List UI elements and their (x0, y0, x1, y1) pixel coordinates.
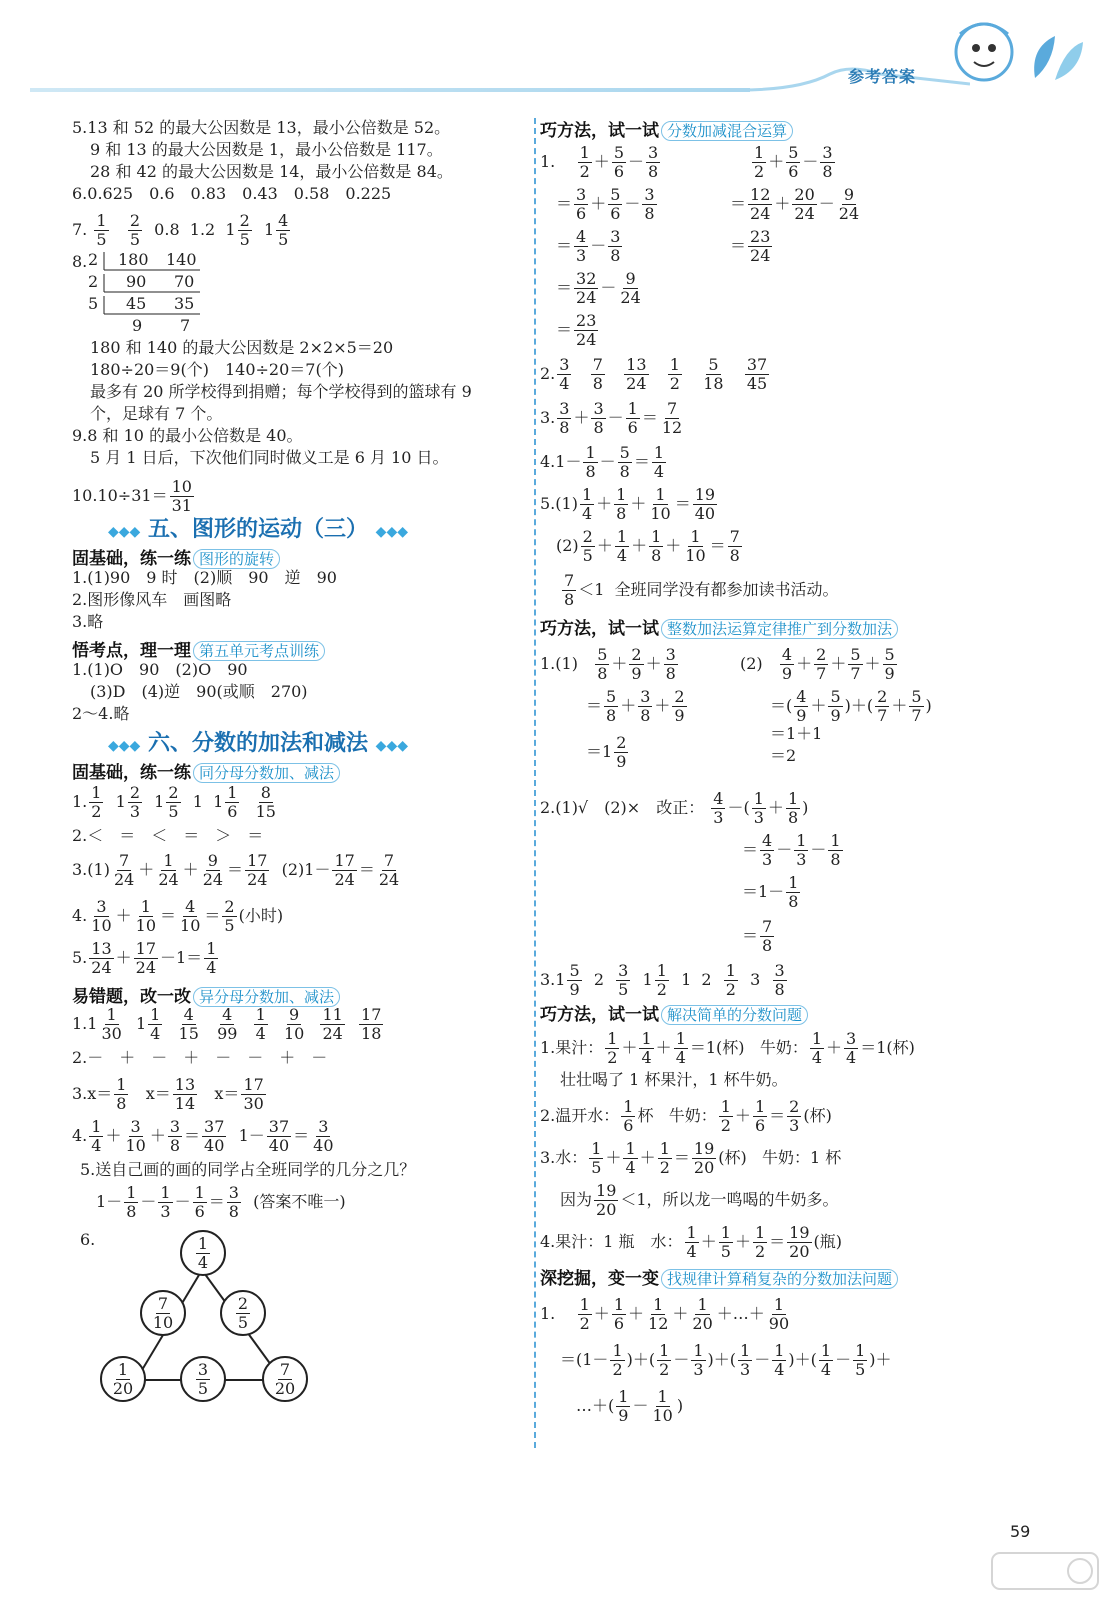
r-s1-q1-row1: 1. $\frac{1}{2}$ ＋ $\frac{5}{6}$ － $\frac{3}{8}$ (540, 143, 659, 181)
u6-q4: 4. $\frac{3}{10}$ ＋ $\frac{1}{10}$ ＝ $\frac{4}{10}$ ＝ $\frac{2}{5}$ (小时) (72, 897, 284, 935)
q8-text4: 个，足球有 7 个。 (90, 404, 223, 423)
r-s1-q1-row3: ＝ $\frac{4}{3}$ － $\frac{3}{8}$ (556, 227, 621, 265)
u6-e1: 1.1 $\frac{1}{30}$ 1 $\frac{1}{4}$ $\frac{4}{15}$ $\frac{4}{99}$ $\frac{1}{4}$ $\frac{9}{10}$ $\frac{11}{24}$ $\frac{17}{18}$ (72, 1005, 382, 1043)
q8-r2-a: 90 (126, 272, 147, 291)
r-s2-q1-2-row1: (2) $\frac{4}{9}$ ＋ $\frac{2}{7}$ ＋ $\frac{5}{7}$ ＋ $\frac{5}{9}$ (740, 645, 895, 683)
unit5-title: ◆◆◆ 五、图形的运动（三） ◆◆◆ (108, 517, 408, 542)
r-s2-q1-2-row4: ＝2 (770, 746, 797, 765)
q8-r2-div: 2 (88, 272, 99, 291)
r-s3-q3: 3.水： $\frac{1}{5}$ ＋ $\frac{1}{4}$ ＋ $\frac{1}{2}$ ＝ $\frac{19}{20}$ (杯) 牛奶：1 杯 (540, 1139, 842, 1177)
u6-q1: 1. $\frac{1}{2}$ 1 $\frac{2}{3}$ 1 $\frac{2}{5}$ 1 1 $\frac{1}{6}$ $\frac{8}{15}$ (72, 783, 276, 821)
r-s3-q3-note: 因为 $\frac{19}{20}$ ＜1，所以龙一鸣喝的牛奶多。 (560, 1181, 839, 1219)
r-s1-q1b-row1: $\frac{1}{2}$ ＋ $\frac{5}{6}$ － $\frac{3}{8}$ (754, 143, 833, 181)
u6-e4: 4. $\frac{1}{4}$ ＋ $\frac{3}{10}$ ＋ $\frac{3}{8}$ ＝ $\frac{37}{40}$ 1－ $\frac{37}{40}$ ＝ $\frac{3}{40}$ (72, 1117, 334, 1155)
circle-bottom-mid: $\frac{3}{5}$ (180, 1356, 226, 1402)
u6-q3: 3.(1) $\frac{7}{24}$ ＋ $\frac{1}{24}$ ＋ $\frac{9}{24}$ ＝ $\frac{17}{24}$ (2)1－ $\frac{17}{24}$ ＝ $\frac{7}{24}$ (72, 851, 400, 889)
u6-q2: 2.＜ ＝ ＜ ＝ ＞ ＝ (72, 826, 264, 845)
r-section3-title: 巧方法，试一试 解决简单的分数问题 (540, 1000, 808, 1025)
r-s1-q5-1: 5.(1) $\frac{1}{4}$ ＋ $\frac{1}{8}$ ＋ $\frac{1}{10}$ ＝ $\frac{19}{40}$ (540, 485, 716, 523)
r-s2-q2-row4: ＝ $\frac{7}{8}$ (742, 917, 773, 955)
q5-line1: 5.13 和 52 的最大公因数是 13，最小公倍数是 52。 (72, 118, 451, 137)
q8-prefix: 8. (72, 252, 88, 271)
q8-r3-div: 5 (88, 294, 99, 313)
u5-s1-line3: 3.略 (72, 612, 104, 631)
q9-line2: 5 月 1 日后，下次他们同时做义工是 6 月 10 日。 (90, 448, 449, 467)
u6-section1-title: 固基础，练一练 同分母分数加、减法 (72, 758, 340, 783)
q8-r4-a: 9 (132, 316, 143, 335)
r-s2-q1-1-row3: ＝1 $\frac{2}{9}$ (586, 733, 627, 771)
q6-line: 6.0.625 0.6 0.83 0.43 0.58 0.225 (72, 184, 392, 203)
r-s2-q2-row2: ＝ $\frac{4}{3}$ － $\frac{1}{3}$ － $\frac{1}{8}$ (742, 831, 841, 869)
u5-s1-line2: 2.图形像风车 画图略 (72, 590, 232, 609)
q5-line3: 28 和 42 的最大公因数是 14，最小公倍数是 84。 (90, 162, 453, 181)
u5-section1-title: 固基础，练一练 图形的旋转 (72, 544, 280, 569)
r-s2-q1-1-row2: ＝ $\frac{5}{8}$ ＋ $\frac{3}{8}$ ＋ $\frac{2}{9}$ (586, 687, 685, 725)
q8-r4-b: 7 (180, 316, 191, 335)
r-s3-q1-conclusion: 壮壮喝了 1 杯果汁，1 杯牛奶。 (560, 1070, 788, 1089)
mascot-icon (948, 14, 1020, 86)
q8-r1-a: 180 (118, 250, 149, 269)
circle-left-mid: $\frac{7}{10}$ (140, 1290, 186, 1336)
r-s1-q1-row5: ＝ $\frac{23}{24}$ (556, 311, 597, 349)
q8-text1: 180 和 140 的最大公因数是 2×2×5＝20 (90, 338, 394, 357)
r-s2-q3: 3.1 $\frac{5}{9}$ 2 $\frac{3}{5}$ 1 $\frac{1}{2}$ 1 2 $\frac{1}{2}$ 3 $\frac{3}{8}$ (540, 961, 785, 999)
q8-text2: 180÷20＝9(个) 140÷20＝7(个) (90, 360, 344, 379)
r-s2-q1-1-row1: 1.(1) $\frac{5}{8}$ ＋ $\frac{2}{9}$ ＋ $\frac{3}{8}$ (540, 645, 676, 683)
r-s4-q1-row1: 1. $\frac{1}{2}$ ＋ $\frac{1}{6}$ ＋ $\frac{1}{12}$ ＋ $\frac{1}{20}$ ＋…＋ $\frac{1}{90}$ (540, 1295, 790, 1333)
u6-e5-calc: 1－ $\frac{1}{8}$ － $\frac{1}{3}$ － $\frac{1}{6}$ ＝ $\frac{3}{8}$ (答案不唯一) (96, 1183, 346, 1221)
u5-s2-line3: 2～4.略 (72, 704, 130, 723)
u5-s1-line1: 1.(1)90 9 时 (2)顺 90 逆 90 (72, 568, 337, 587)
r-s4-q1-row3: …＋( $\frac{1}{9}$ － $\frac{1}{10}$ ) (576, 1387, 684, 1425)
r-s1-q1b-row2: ＝ $\frac{12}{24}$ ＋ $\frac{20}{24}$ － $\frac{9}{24}$ (730, 185, 860, 223)
r-section1-title: 巧方法，试一试 分数加减混合运算 (540, 116, 793, 141)
r-s2-q1-2-row3: ＝1＋1 (770, 724, 823, 743)
r-s4-q1-row2: ＝(1－ $\frac{1}{2}$ )＋( $\frac{1}{2}$ － $\frac{1}{3}$ )＋( $\frac{1}{3}$ － $\frac{1}{4}$ )＋( $\frac{1}{4}$ － $\frac{1}{5}$ )＋ (560, 1341, 892, 1379)
circle-right-mid: $\frac{2}{5}$ (220, 1290, 266, 1336)
column-divider (534, 118, 536, 1448)
r-s1-note: $\frac{7}{8}$ ＜1 全班同学没有都参加读书活动。 (564, 571, 839, 609)
u6-q5: 5. $\frac{13}{24}$ ＋ $\frac{17}{24}$ －1＝ $\frac{1}{4}$ (72, 939, 217, 977)
u5-section2-title: 悟考点，理一理 第五单元考点训练 (72, 636, 325, 661)
r-s1-q4: 4.1－ $\frac{1}{8}$ － $\frac{5}{8}$ ＝ $\frac{1}{4}$ (540, 443, 665, 481)
u5-s2-line2: (3)D (4)逆 90(或顺 270) (90, 682, 308, 701)
q9-line1: 9.8 和 10 的最小公倍数是 40。 (72, 426, 303, 445)
r-s3-q1: 1.果汁： $\frac{1}{2}$ ＋ $\frac{1}{4}$ ＋ $\frac{1}{4}$ ＝1(杯) 牛奶： $\frac{1}{4}$ ＋ $\frac{3}{4}$ ＝1(杯) (540, 1029, 915, 1067)
leaf-icon (1025, 28, 1085, 88)
r-s1-q1-row2: ＝ $\frac{3}{6}$ ＋ $\frac{5}{6}$ － $\frac{3}{8}$ (556, 185, 655, 223)
u6-e3: 3.x＝ $\frac{1}{8}$ x＝ $\frac{13}{14}$ x＝ $\frac{17}{30}$ (72, 1075, 264, 1113)
u6-section2-title: 易错题，改一改 异分母分数加、减法 (72, 982, 340, 1007)
circle-bottom-left: $\frac{1}{20}$ (100, 1356, 146, 1402)
q8-r1-div: 2 (88, 250, 99, 269)
r-s1-q1b-row3: ＝ $\frac{23}{24}$ (730, 227, 771, 265)
circle-top: $\frac{1}{4}$ (180, 1230, 226, 1276)
q8-r2-b: 70 (174, 272, 195, 291)
header-label: 参考答案 (848, 67, 917, 86)
r-s2-q2-row3: ＝1－ $\frac{1}{8}$ (742, 873, 799, 911)
r-s1-q2: 2. $\frac{3}{4}$ $\frac{7}{8}$ $\frac{13}{24}$ $\frac{1}{2}$ $\frac{5}{18}$ $\frac{37}{45}$ (540, 355, 768, 393)
q8-text3: 最多有 20 所学校得到捐赠；每个学校得到的篮球有 9 (90, 382, 472, 401)
q8-r3-b: 35 (174, 294, 195, 313)
q7-line: 7. $\frac{1}{5}$ $\frac{2}{5}$ 0.8 1.2 1 $\frac{2}{5}$ 1 $\frac{4}{5}$ (72, 211, 289, 249)
header-rule (30, 88, 750, 92)
r-s3-q2: 2.温开水： $\frac{1}{6}$ 杯 牛奶： $\frac{1}{2}$ ＋ $\frac{1}{6}$ ＝ $\frac{2}{3}$ (杯) (540, 1097, 832, 1135)
q5-line2: 9 和 13 的最大公因数是 1，最小公倍数是 117。 (90, 140, 443, 159)
watermark-logo (990, 1545, 1100, 1595)
unit6-title: ◆◆◆ 六、分数的加法和减法 ◆◆◆ (108, 731, 408, 756)
page-number: 59 (1010, 1522, 1031, 1541)
r-s3-q4: 4.果汁：1 瓶 水： $\frac{1}{4}$ ＋ $\frac{1}{5}$ ＋ $\frac{1}{2}$ ＝ $\frac{19}{20}$ (瓶) (540, 1223, 843, 1261)
u6-e6-prefix: 6. (80, 1230, 96, 1249)
r-s1-q3: 3. $\frac{3}{8}$ ＋ $\frac{3}{8}$ － $\frac{1}{6}$ ＝ $\frac{7}{12}$ (540, 399, 683, 437)
q8-r3-a: 45 (126, 294, 147, 313)
u6-e2: 2.－ ＋ － ＋ － － ＋ － (72, 1048, 328, 1067)
u5-s2-line1: 1.(1)O 90 (2)O 90 (72, 660, 248, 679)
circle-bottom-right: $\frac{7}{20}$ (262, 1356, 308, 1402)
r-s1-q1-row4: ＝ $\frac{32}{24}$ － $\frac{9}{24}$ (556, 269, 641, 307)
r-s2-q2-row1: 2.(1)√ (2)× 改正： $\frac{4}{3}$ －( $\frac{1}{3}$ ＋ $\frac{1}{8}$ ) (540, 789, 809, 827)
q8-division-table (88, 250, 208, 334)
q8-r1-b: 140 (166, 250, 197, 269)
u6-e5: 5.送自己画的画的同学占全班同学的几分之几？ (80, 1160, 416, 1179)
r-s1-q5-2: (2) $\frac{2}{5}$ ＋ $\frac{1}{4}$ ＋ $\frac{1}{8}$ ＋ $\frac{1}{10}$ ＝ $\frac{7}{8}$ (556, 527, 740, 565)
q10-line: 10.10÷31＝ $\frac{10}{31}$ (72, 477, 192, 515)
r-s2-q1-2-row2: ＝( $\frac{4}{9}$ ＋ $\frac{5}{9}$ )＋( $\frac{2}{7}$ ＋ $\frac{5}{7}$ ) (770, 687, 932, 725)
r-section2-title: 巧方法，试一试 整数加法运算定律推广到分数加法 (540, 614, 898, 639)
r-section4-title: 深挖掘，变一变 找规律计算稍复杂的分数加法问题 (540, 1264, 898, 1289)
